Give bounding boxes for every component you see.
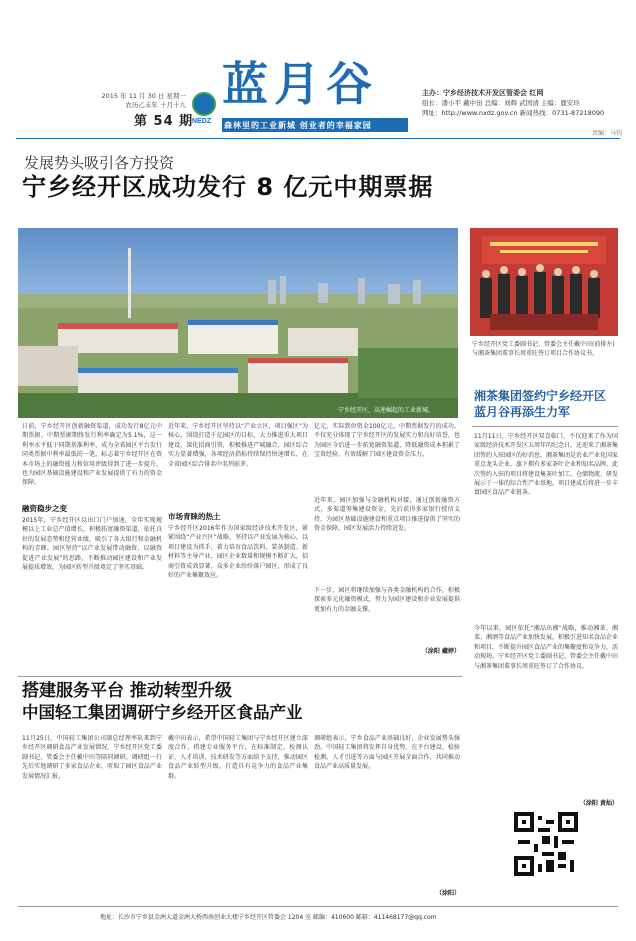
second-byline: （涂阳）: [435, 890, 460, 897]
sponsor-block: [422, 88, 632, 118]
lead-column-2: [168, 422, 308, 670]
industrial-park-photo-icon: [18, 228, 458, 418]
footer-divider: [18, 906, 618, 907]
sidebar-headline-line1: 湘茶集团签约宁乡经开区: [474, 389, 607, 403]
sidebar-body: 11月11日，宁乡经开区双喜临门，不仅迎来了作为国家级经济技术开发区五周年的纪念日，还迎来了湘茶集团签约入驻园区的好消息。湘茶集团是农业产业化国家重点龙头企业，旗下拥有多家茶叶企业和知名品牌。此次签约入驻的项目将建设集茶叶加工、仓储物流、研发展示于一体的综合性产业基地，项目建成后将进一步丰富园区食品产业链条。: [474, 433, 618, 497]
second-headline: [22, 680, 462, 724]
lead-col2-text: 近年来，宁乡经开区坚持以“产业立区、项目强区”为核心，围绕打造千亿园区的目标，大力推进重大项目建设，深化招商引资，积极推进产城融合，园区综合实力显著增强，各项经济指标持续保持快速增长，在全省园区综合排名中名列前茅。: [168, 423, 308, 468]
issue-number: 第 54 期: [134, 114, 194, 129]
lead-col3c-text: 下一步，园区将继续加强与各类金融机构的合作，积极探索多元化融资模式，努力为园区建设和企业发展提供更加有力的金融支撑。: [314, 587, 460, 613]
nedz-logo-icon: [192, 92, 216, 116]
qr-code-icon: [514, 812, 578, 876]
second-col3-text: 调研组表示，宁乡食品产业基础良好，企业发展势头强劲。中国轻工集团将发挥自身优势，在平台建设、检验检测、人才引进等方面与园区开展全面合作，共同推动食品产业高质量发展。: [314, 735, 460, 771]
sidebar-photo: [470, 228, 618, 336]
sponsor: 主办：宁乡经济技术开发区管委会 红网: [422, 89, 544, 97]
second-col2-text: 戴中田表示，希望中国轻工集团与宁乡经开区建立深度合作，搭建专业服务平台，在标准制定、检测认证、人才培训、技术研发等方面给予支持，推动园区食品产业转型升级，打造具有竞争力的食品产业集群。: [168, 735, 308, 780]
paper-title: 蓝月谷: [222, 57, 378, 111]
lead-column-3: [314, 422, 460, 670]
lead-byline: （涂阳 藏婷）: [421, 648, 460, 655]
lead-col1-subhead: 融资稳步之变: [22, 504, 67, 513]
second-headline-line1: 搭建服务平台 推动转型升级: [22, 681, 232, 701]
masthead-divider: [16, 138, 620, 139]
lead-col1-text: 日前，宁乡经开区创新融资渠道，成功发行8亿元中期票据。中期票据期终发行利率确定为5.1%，这一利率水平低于同期基准利率，成为全省园区平台发行同类票据中利率最低的一笔，标志着宁乡经开区在资本市场上的融资能力和信用评级得到了进一步提升，也为园区基础设施建设和产业发展提供了有力的资金保障。: [22, 423, 162, 487]
lead-col2b-text: 宁乡经开区2016年作为国家级经济技术开发区，紧紧围绕“产业兴区”战略，坚持以产业发展为核心，以项目建设为抓手，着力培育食品饮料、装备制造、新材料等主导产业，园区企业数量和规模不断扩大，招商引资成效显著，众多企业纷纷落户园区，形成了良好的产业集聚效应。: [168, 525, 308, 580]
sidebar-photo-caption: 宁乡经开区党工委副书记、管委会主任戴中田(前排左)与湘茶集团董事长周重旺签订项目合作协议书。: [472, 341, 615, 357]
lead-col3-text: 亿元，实际到位资金100亿元。中期票据发行的成功，不仅充分体现了宁乡经开区的发展实力和良好信誉，也为园区今后进一步拓宽融资渠道、降低融资成本积累了宝贵经验，有效缓解了园区建设资金压力。: [314, 423, 460, 459]
sidebar-byline: （涂阳 黄灿）: [579, 800, 618, 807]
lead-photo: [18, 228, 458, 418]
page-editor: 责编：马钧: [592, 130, 623, 137]
lead-photo-caption: 宁乡经开区，高速崛起的工业新城。: [338, 407, 435, 414]
nedz-logo-text: NEDZ: [192, 118, 212, 125]
section-divider: [18, 676, 462, 677]
date-line: 2015 年 11 月 30 日 星期一 农历乙未年 十月十九: [101, 92, 186, 109]
second-col1-text: 11月25日，中国轻工集团公司副总经理率队来到宁乡经开区调研食品产业发展情况。宁乡经开区党工委副书记、管委会主任戴中田等陪同调研。调研组一行先后实地调研了多家食品企业，听取了园区食品产业发展情况汇报。: [22, 735, 162, 780]
lead-headline: 宁乡经开区成功发行 8 亿元中期票据: [22, 173, 434, 201]
second-headline-line2: 中国轻工集团调研宁乡经开区食品产业: [22, 703, 303, 722]
sidebar-divider: [472, 426, 618, 427]
website: 网址：http://www.nxdz.gov.cn 新闻热线：0731-87218090: [422, 109, 605, 117]
lead-col1b-text: 2015年，宁乡经开区以出口门户加速，全年实现规模以上工业总产值增长，积极拓宽融资渠道，依托良好的发展态势和经营业绩，吸引了各大银行和金融机构的青睐。园区坚持“以产业发展带动融资、以融资促进产业发展”的思路，不断推动园区建设和产业发展提质增效，为园区转型升级奠定了坚实基础。: [22, 517, 162, 572]
lead-col3b-text: 近年来，园区加强与金融机构对接，通过创新融资方式，多渠道筹集建设资金，先后获得多家银行授信支持，为园区基础设施建设和重点项目推进提供了坚实的资金保障，园区发展活力持续迸发。: [314, 497, 460, 533]
lead-column-1: [22, 422, 162, 670]
masthead: [0, 0, 636, 150]
sidebar-headline: [474, 388, 620, 420]
editors: 组长：潘小平 戴中田 总编：刘辉 武国清 主编：鹿安玲: [422, 99, 580, 107]
signing-ceremony-photo-icon: [470, 228, 618, 336]
sidebar-body-2: 今年以来，园区依托“湘品出湘”战略，推动湘茶、湘菜、湘酒等食品产业加快发展，积极引进知名食品企业和项目，不断提升园区食品产业的集聚度和竞争力。活动现场，宁乡经开区党工委副书记、管委会主任戴中田与湘茶集团董事长周重旺签订了合作协议。: [474, 625, 618, 670]
slogan: 森林里的工业新城 创业者的幸福家园: [224, 121, 372, 130]
lead-col2-subhead: 市场青睐的热土: [168, 512, 221, 521]
sidebar-headline-line2: 蓝月谷再添生力军: [474, 405, 571, 419]
lead-kicker: 发展势头吸引各方投资: [24, 154, 175, 172]
footer-address: 地址：长沙市宁乡县金洲大道金洲大桥西南创业大楼宁乡经开区管委会 1204 室 邮编：410600 邮箱：411468177@qq.com: [100, 914, 437, 921]
